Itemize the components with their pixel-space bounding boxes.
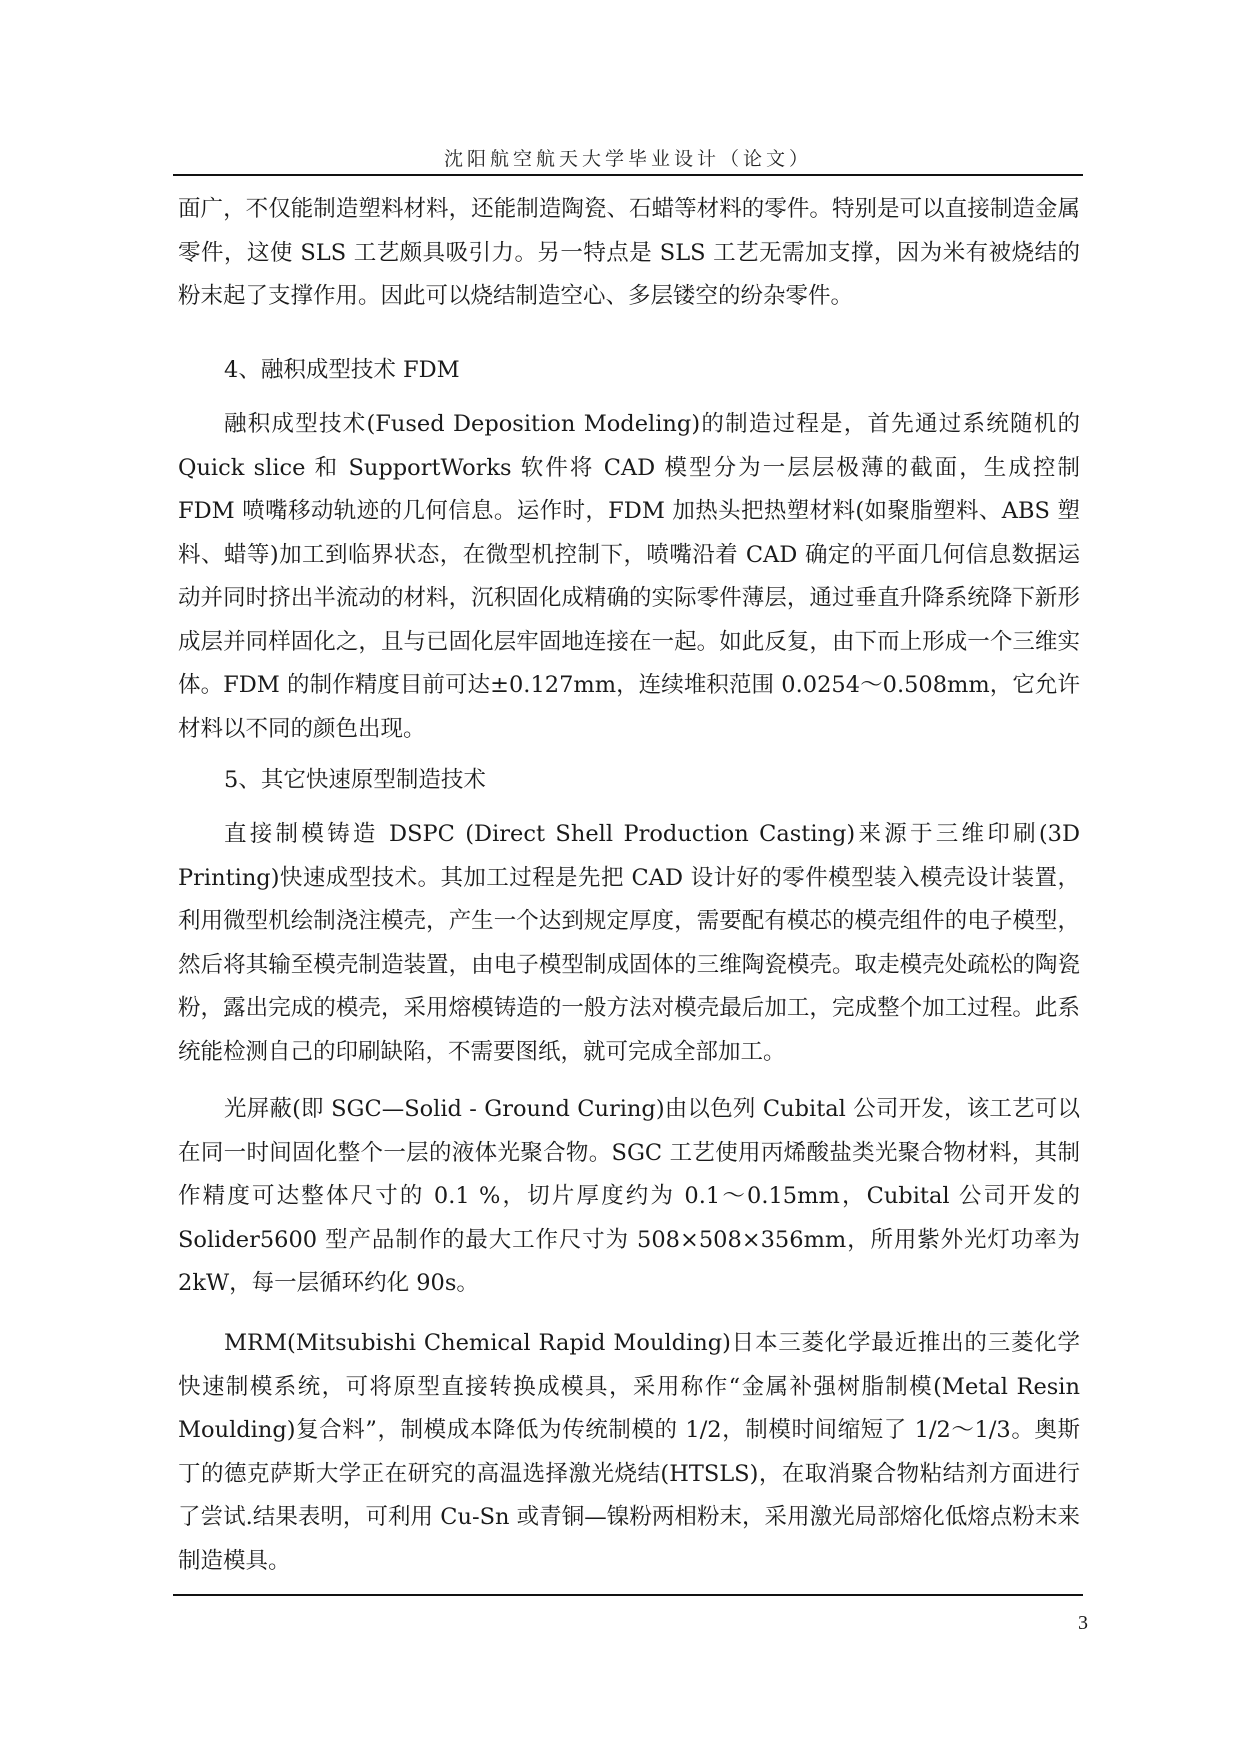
paragraph-text: 光屏蔽(即 SGC—Solid - Ground Curing)由以色列 Cubital 公司开发，该工艺可以在同一时间固化整个一层的液体光聚合物。SGC 工艺使用丙烯酸盐类光聚合物材料，其制作精度可达整体尺寸的 0.1 %，切片厚度约为 0.1～0.15mm，Cubital 公司开发的 Solider5600 型产品制作的最大工作尺寸为 508×508×356mm，所用紫外光灯功率为 2kW，每一层循环约化 90s。 — [178, 1096, 1080, 1296]
paragraph-sls-continued — [178, 188, 1080, 319]
heading-text: 5、其它快速原型制造技术 — [224, 767, 486, 793]
paragraph-text: MRM(Mitsubishi Chemical Rapid Moulding)日本三菱化学最近推出的三菱化学快速制模系统，可将原型直接转换成模具，采用称作“金属补强树脂制模(Metal Resin Moulding)复合料”，制模成本降低为传统制模的 1/2，制模时间缩短了 1/2～1/3。奥斯丁的德克萨斯大学正在研究的高温选择激光烧结(HTSLS)，在取消聚合物粘结剂方面进行了尝试.结果表明，可利用 Cu-Sn 或青铜—镍粉两相粉末，采用激光局部熔化低熔点粉末来制造模具。 — [178, 1330, 1080, 1574]
paragraph-text: 面广，不仅能制造塑料材料，还能制造陶瓷、石蜡等材料的零件。特别是可以直接制造金属零件，这使 SLS 工艺颇具吸引力。另一特点是 SLS 工艺无需加支撑，因为米有被烧结的粉末起了支撑作用。因此可以烧结制造空心、多层镂空的纷杂零件。 — [178, 196, 1080, 309]
paragraph-sgc — [178, 1088, 1080, 1306]
header-rule — [173, 174, 1083, 176]
heading-text: 4、融积成型技术 FDM — [224, 357, 460, 383]
section-heading-fdm — [178, 349, 1080, 393]
paragraph-dspc — [178, 813, 1080, 1074]
section-heading-other-rp — [178, 759, 1080, 803]
paragraph-text: 直接制模铸造 DSPC (Direct Shell Production Casting)来源于三维印刷(3D Printing)快速成型技术。其加工过程是先把 CAD 设计好的零件模型装入模壳设计装置，利用微型机绘制浇注模壳，产生一个达到规定厚度，需要配有模芯的模壳组件的电子模型，然后将其输至模壳制造装置，由电子模型制成固体的三维陶瓷模壳。取走模壳处疏松的陶瓷粉，露出完成的模壳，采用熔模铸造的一般方法对模壳最后加工，完成整个加工过程。此系统能检测自己的印刷缺陷，不需要图纸，就可完成全部加工。 — [178, 821, 1080, 1065]
paragraph-text: 融积成型技术(Fused Deposition Modeling)的制造过程是，首先通过系统随机的 Quick slice 和 SupportWorks 软件将 CAD 模型分为一层层极薄的截面，生成控制 FDM 喷嘴移动轨迹的几何信息。运作时，FDM 加热头把热塑材料(如聚脂塑料、ABS 塑料、蜡等)加工到临界状态，在微型机控制下，喷嘴沿着 CAD 确定的平面几何信息数据运动并同时挤出半流动的材料，沉积固化成精确的实际零件薄层，通过垂直升降系统降下新形成层并同样固化之，且与已固化层牢固地连接在一起。如此反复，由下而上形成一个三维实体。FDM 的制作精度目前可达±0.127mm，连续堆积范围 0.0254～0.508mm，它允许材料以不同的颜色出现。 — [178, 411, 1080, 742]
paragraph-mrm — [178, 1322, 1080, 1583]
footer-rule — [173, 1594, 1083, 1596]
paragraph-fdm — [178, 403, 1080, 751]
page-header: 沈阳航空航天大学毕业设计（论文） — [443, 148, 812, 170]
page-number: 3 — [1078, 1612, 1088, 1634]
